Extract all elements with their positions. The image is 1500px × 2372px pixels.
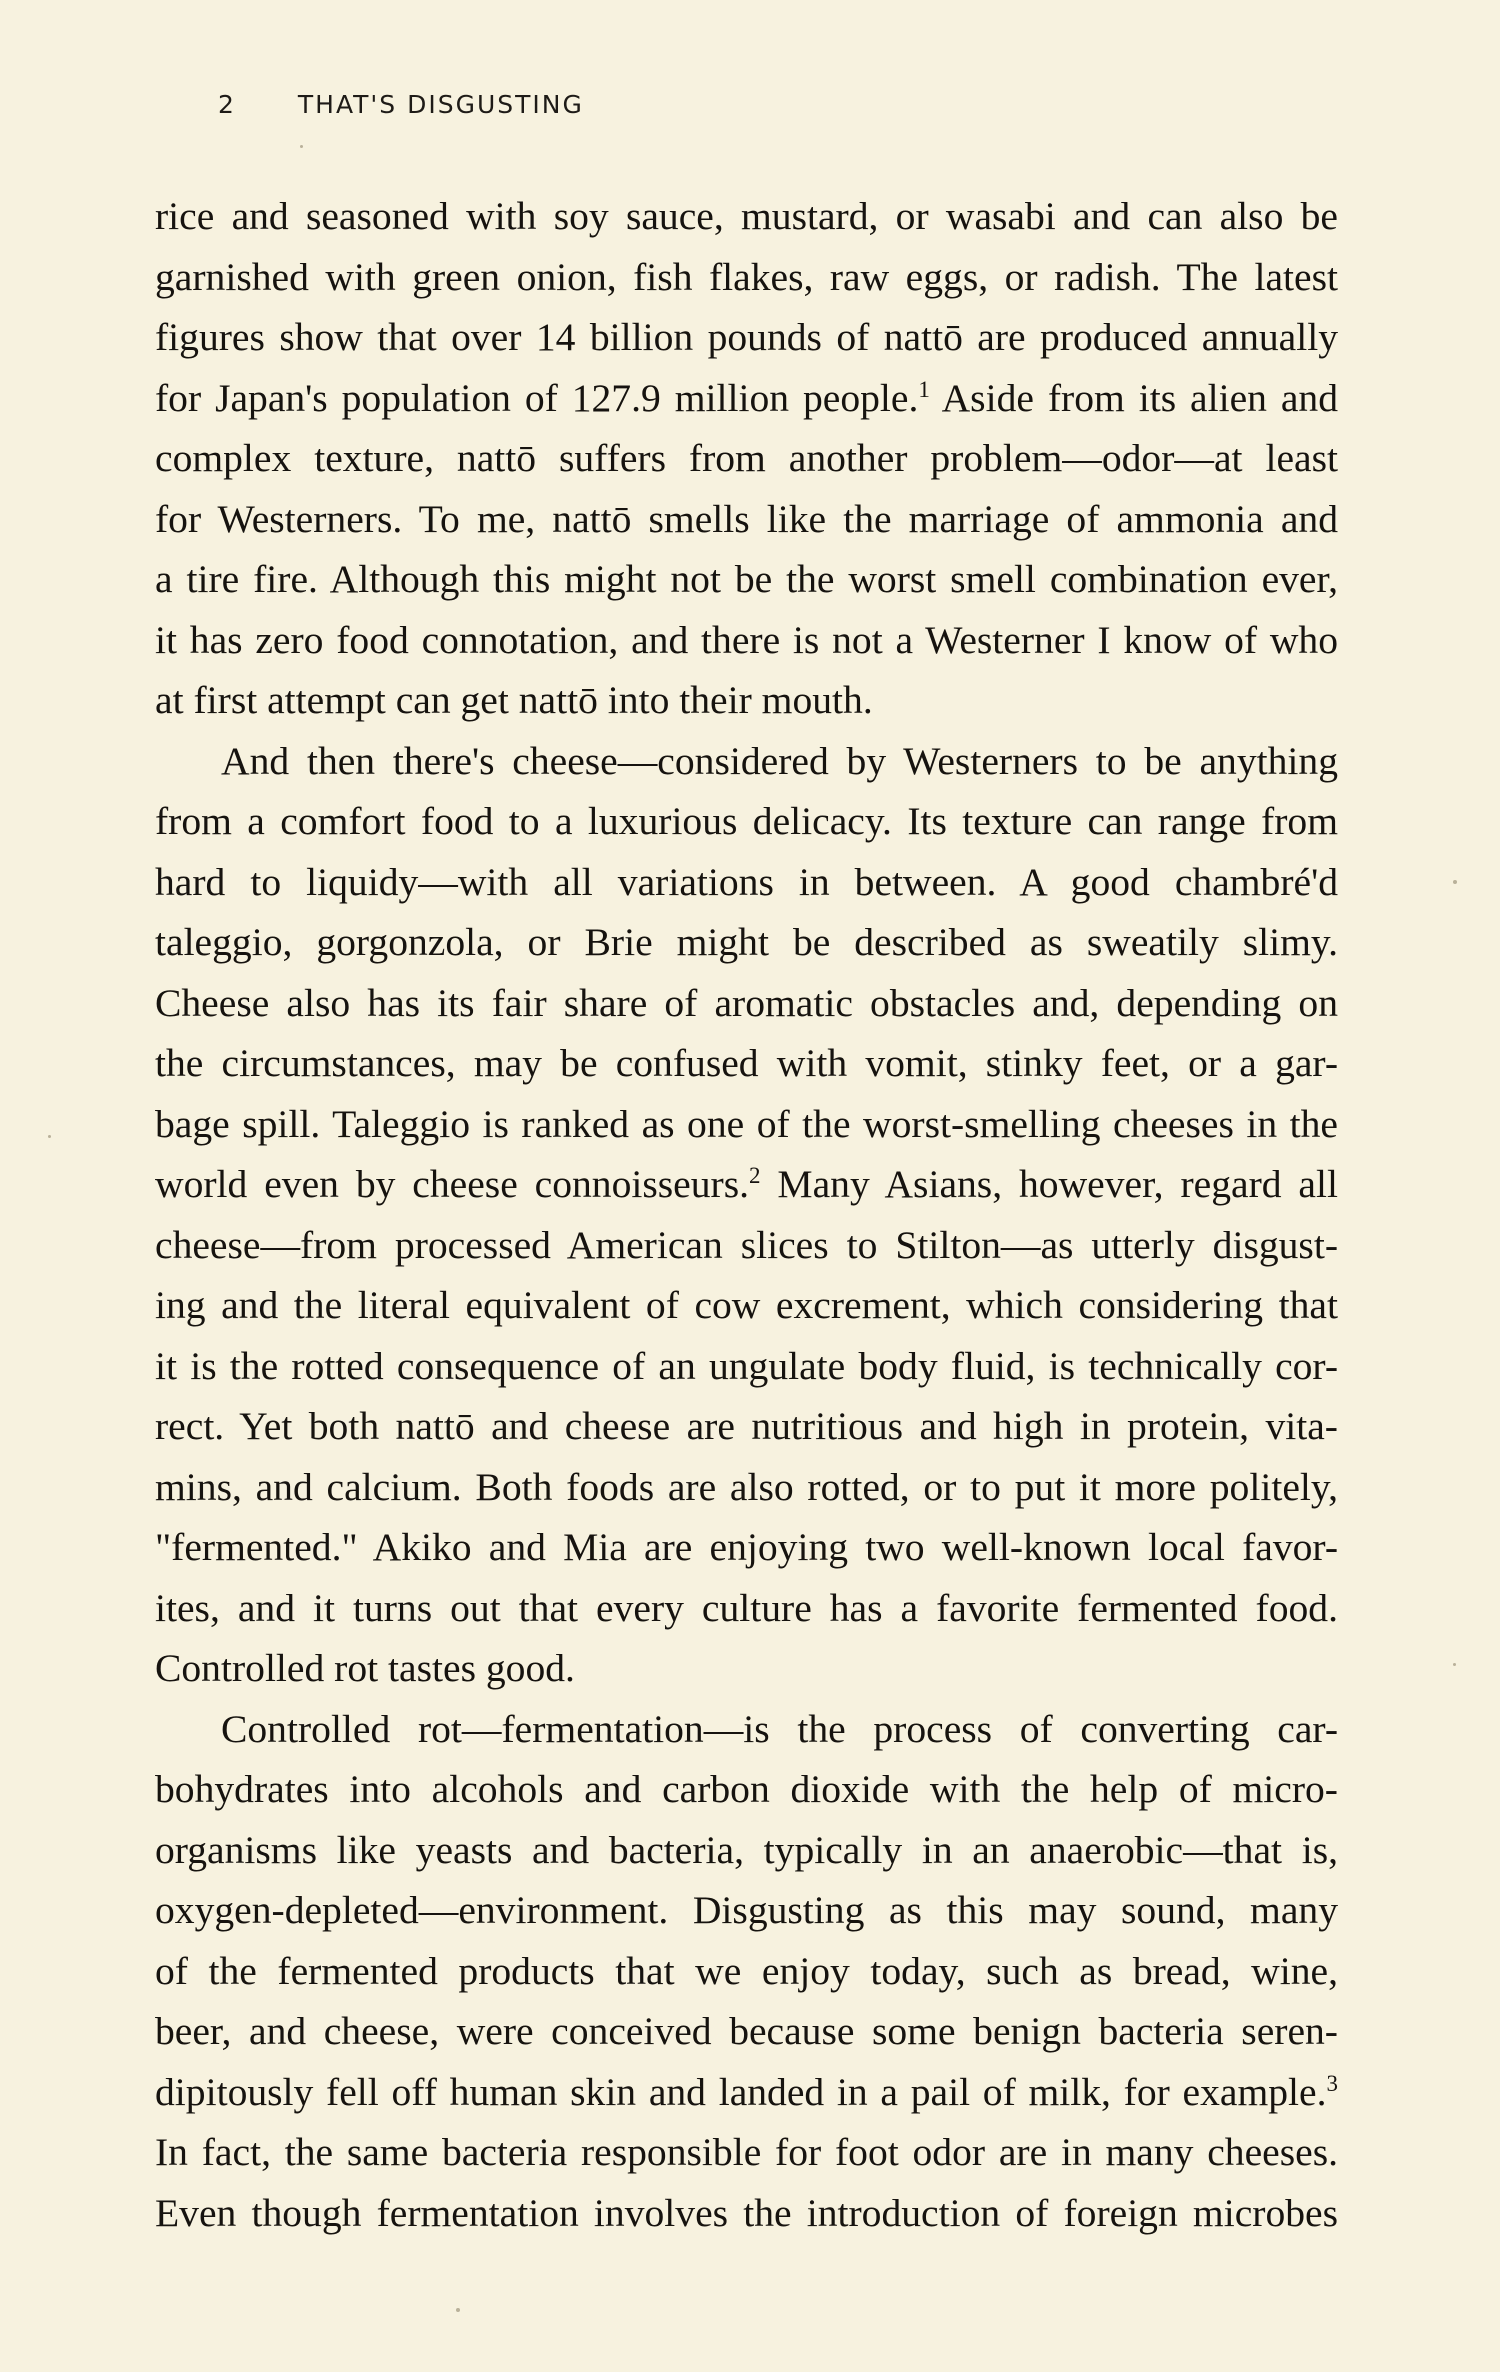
text-line: it has zero food connotation, and there is not a Westerner I know of who	[155, 617, 1338, 662]
text-line: organisms like yeasts and bacteria, typically in an anaerobic—that is,	[155, 1827, 1338, 1872]
footnote-marker-3: 3	[1326, 2070, 1338, 2096]
footnote-marker-1: 1	[918, 376, 930, 402]
text-line: oxygen-depleted—environment. Disgusting as this may sound, many	[155, 1888, 1338, 1932]
text-line: bage spill. Taleggio is ranked as one of the worst-smelling cheeses in the	[155, 1101, 1338, 1146]
paper-speck	[1453, 1663, 1456, 1666]
text-line: Even though fermentation involves the introduction of foreign microbes	[155, 2190, 1338, 2235]
text-line: complex texture, nattō suffers from another problem—odor—at least	[155, 436, 1338, 480]
text-line: garnished with green onion, fish flakes, raw eggs, or radish. The latest	[155, 254, 1338, 299]
text-line: And then there's cheese—considered by Westerners to be anything	[221, 738, 1338, 783]
text-line: hard to liquidy—with all variations in between. A good chambré'd	[155, 859, 1338, 904]
paper-speck	[48, 1135, 51, 1138]
text-line: ites, and it turns out that every culture has a favorite fermented food.	[155, 1585, 1338, 1630]
text-line: a tire fire. Although this might not be the worst smell combination ever,	[155, 557, 1338, 601]
text-line: the circumstances, may be confused with vomit, stinky feet, or a gar-	[155, 1041, 1338, 1085]
text-line: it is the rotted consequence of an ungulate body fluid, is technically cor-	[155, 1343, 1338, 1388]
text-line: Controlled rot tastes good.	[155, 1646, 575, 1690]
text-line: rect. Yet both nattō and cheese are nutritious and high in protein, vita-	[155, 1404, 1338, 1448]
text-line: beer, and cheese, were conceived because some benign bacteria seren-	[155, 2009, 1338, 2053]
text-line: taleggio, gorgonzola, or Brie might be described as sweatily slimy.	[155, 920, 1338, 964]
running-head	[218, 90, 584, 119]
footnote-marker-2: 2	[749, 1163, 761, 1188]
text-line	[155, 2062, 1338, 2123]
text-segment: for Japan's population of 127.9 million people.	[155, 375, 919, 420]
text-line	[155, 368, 1338, 429]
text-line: from a comfort food to a luxurious delicacy. Its texture can range from	[155, 799, 1338, 843]
text-segment: Many Asians, however, regard all	[760, 1162, 1338, 1206]
text-line: Controlled rot—fermentation—is the process of converting car-	[221, 1706, 1338, 1751]
text-line: In fact, the same bacteria responsible for foot odor are in many cheeses.	[155, 2130, 1338, 2174]
text-segment: world even by cheese connoisseurs.	[155, 1162, 750, 1206]
chapter-title: THAT'S DISGUSTING	[297, 90, 584, 119]
text-line: bohydrates into alcohols and carbon dioxide with the help of micro-	[155, 1767, 1338, 1811]
text-line: of the fermented products that we enjoy today, such as bread, wine,	[155, 1948, 1338, 1993]
text-line: figures show that over 14 billion pounds of nattō are produced annually	[155, 315, 1338, 359]
text-line: Cheese also has its fair share of aromatic obstacles and, depending on	[155, 980, 1338, 1025]
paper-speck	[1453, 880, 1457, 884]
text-line	[155, 1154, 1338, 1215]
page-number: 2	[218, 90, 236, 119]
text-line: "fermented." Akiko and Mia are enjoying two well-known local favor-	[155, 1525, 1338, 1569]
text-line: for Westerners. To me, nattō smells like the marriage of ammonia and	[155, 496, 1338, 541]
text-line: ing and the literal equivalent of cow excrement, which considering that	[155, 1283, 1338, 1327]
paper-speck	[300, 145, 303, 148]
text-segment: Aside from its alien and	[929, 375, 1338, 420]
body-text	[155, 186, 1338, 2243]
text-line: mins, and calcium. Both foods are also rotted, or to put it more politely,	[155, 1464, 1338, 1509]
text-segment: dipitously fell off human skin and landed in a pail of milk, for example.	[155, 2069, 1327, 2114]
text-line: cheese—from processed American slices to Stilton—as utterly disgust-	[155, 1222, 1338, 1267]
paper-speck	[456, 2308, 460, 2312]
text-line: at first attempt can get nattō into their mouth.	[155, 678, 873, 722]
text-line: rice and seasoned with soy sauce, mustard, or wasabi and can also be	[155, 194, 1338, 238]
